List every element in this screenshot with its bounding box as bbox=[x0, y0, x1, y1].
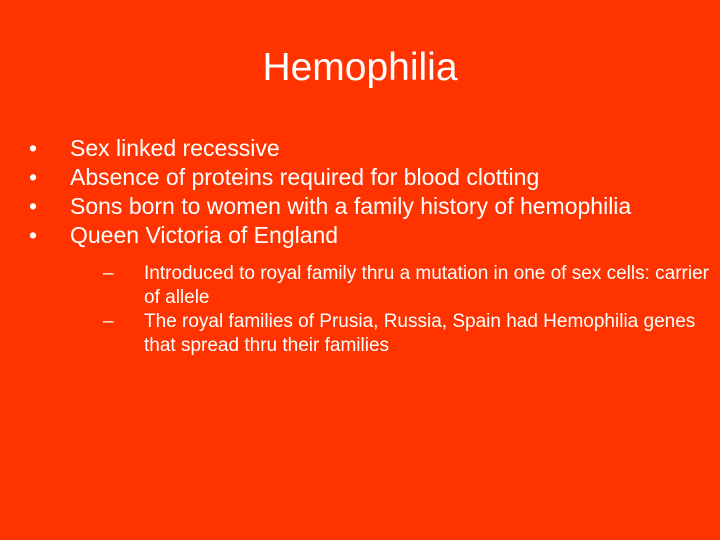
sub-bullet-marker: – bbox=[103, 263, 114, 284]
bullet-list bbox=[29, 134, 709, 358]
bullet-item bbox=[29, 134, 709, 163]
sub-bullet-marker: – bbox=[103, 311, 114, 332]
bullet-text: Queen Victoria of England bbox=[70, 222, 339, 248]
bullet-item bbox=[29, 192, 709, 221]
sub-bullet-text: Introduced to royal family thru a mutation in one of sex cells: carrier of allele bbox=[144, 263, 709, 308]
bullet-marker: • bbox=[29, 164, 38, 190]
bullet-item bbox=[29, 163, 709, 192]
slide-title: Hemophilia bbox=[262, 46, 458, 89]
sub-bullet-list bbox=[70, 262, 709, 358]
sub-bullet-text: The royal families of Prusia, Russia, Spain had Hemophilia genes that spread thru their families bbox=[144, 311, 696, 356]
bullet-marker: • bbox=[29, 222, 38, 248]
sub-bullet-item bbox=[103, 310, 709, 358]
sub-bullet-item bbox=[103, 262, 709, 310]
bullet-item bbox=[29, 221, 709, 358]
bullet-marker: • bbox=[29, 135, 38, 161]
bullet-text: Absence of proteins required for blood clotting bbox=[70, 164, 540, 190]
bullet-marker: • bbox=[29, 193, 38, 219]
bullet-text: Sons born to women with a family history of hemophilia bbox=[70, 193, 632, 219]
bullet-text: Sex linked recessive bbox=[70, 135, 280, 161]
